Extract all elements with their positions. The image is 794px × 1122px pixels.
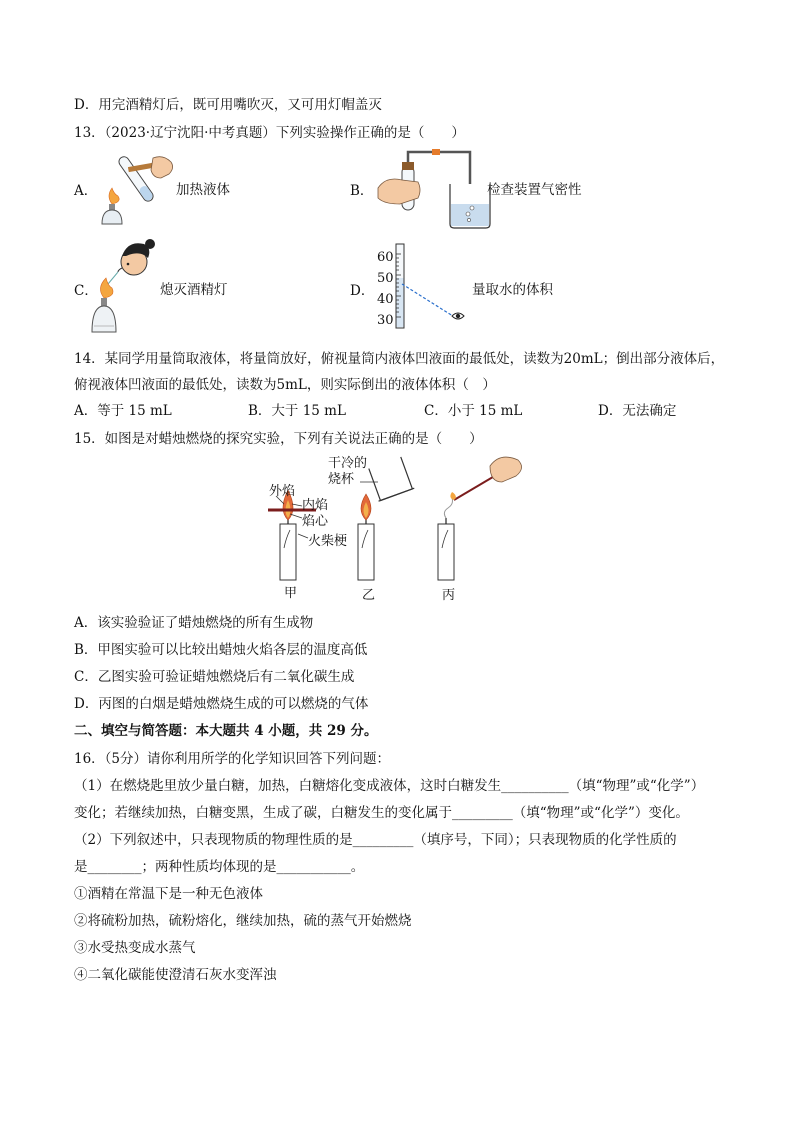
label-inner-flame: 内焰 <box>302 498 329 513</box>
q15-option-b: B．甲图实验可以比较出蜡烛火焰各层的温度高低 <box>74 642 368 658</box>
label-bing: 丙 <box>442 588 456 603</box>
q16-item-4: ④二氧化碳能使澄清石灰水变浑浊 <box>74 967 277 983</box>
q12-option-d: D．用完酒精灯后，既可用嘴吹灭，又可用灯帽盖灭 <box>74 97 382 113</box>
cylinder-tick-30: 30 <box>377 313 394 328</box>
q16-item-3: ③水受热变成水蒸气 <box>74 940 196 956</box>
q13-option-d-label: 量取水的体积 <box>472 282 553 298</box>
extinguish-lamp-illustration <box>90 236 170 336</box>
q15-option-a: A．该实验验证了蜡烛燃烧的所有生成物 <box>74 615 314 631</box>
label-outer-flame: 外焰 <box>269 484 296 499</box>
label-yi: 乙 <box>362 588 376 603</box>
label-flame-core: 焰心 <box>302 514 329 529</box>
heating-liquid-illustration <box>98 150 178 232</box>
q16-item-1: ①酒精在常温下是一种无色液体 <box>74 886 263 902</box>
q16-p1-line2: 变化；若继续加热，白糖变黑，生成了碳，白糖发生的变化属于_________（填“物理”或“化学”）变化。 <box>74 805 689 821</box>
airtightness-check-illustration <box>372 148 492 230</box>
q16-p1-line1: （1）在燃烧匙里放少量白糖，加热，白糖熔化变成液体，这时白糖发生__________（填“物理”或“化学”） <box>74 778 705 794</box>
q14-option-c: C．小于 15 mL <box>424 403 523 419</box>
q13-option-a-letter: A． <box>74 183 98 199</box>
q14-stem-line2: 俯视液体凹液面的最低处，读数为5mL，则实际倒出的液体体积（ ） <box>74 377 496 393</box>
cylinder-tick-40: 40 <box>377 292 394 307</box>
q14-option-b: B．大于 15 mL <box>248 403 346 419</box>
q13-option-b-label-text: 检查装置气密性 <box>487 182 582 198</box>
q14-option-a: A．等于 15 mL <box>74 403 172 419</box>
label-match-stick: 火柴梗 <box>308 534 348 549</box>
q13-option-b-letter: B． <box>350 183 374 199</box>
graduated-cylinder-illustration <box>394 244 474 330</box>
q16-p2-line2: 是________；两种性质均体现的是___________。 <box>74 859 365 875</box>
q14-stem-line1: 14．某同学用量筒取液体，将量筒放好，俯视量筒内液体凹液面的最低处，读数为20mL；倒出部分液体后， <box>74 351 725 367</box>
q13-option-d-letter: D． <box>350 283 375 299</box>
cylinder-tick-50: 50 <box>377 271 394 286</box>
section2-title: 二、填空与简答题：本大题共 4 小题，共 29 分。 <box>74 723 378 739</box>
q16-p2-line1: （2）下列叙述中，只表现物质的物理性质的是_________（填序号，下同）；只表现物质的化学性质的 <box>74 832 677 848</box>
q15-option-d: D．丙图的白烟是蜡烛燃烧生成的可以燃烧的气体 <box>74 696 369 712</box>
q15-option-c: C．乙图实验可验证蜡烛燃烧后有二氧化碳生成 <box>74 669 355 685</box>
label-jia: 甲 <box>284 586 298 601</box>
q13-option-c-label: 熄灭酒精灯 <box>160 282 228 298</box>
q16-item-2: ②将硫粉加热，硫粉熔化，继续加热，硫的蒸气开始燃烧 <box>74 913 412 929</box>
q16-stem: 16．（5分）请你利用所学的化学知识回答下列问题： <box>74 751 391 767</box>
cylinder-tick-60: 60 <box>377 250 394 265</box>
label-cold-beaker-1: 干冷的 <box>328 456 368 471</box>
q13-option-a-label: 加热液体 <box>176 182 230 198</box>
q15-stem: 15．如图是对蜡烛燃烧的探究实验，下列有关说法正确的是（ ） <box>74 431 483 447</box>
label-cold-beaker-2: 烧杯 <box>328 472 355 487</box>
q13-stem: 13．（2023·辽宁沈阳·中考真题）下列实验操作正确的是（ ） <box>74 125 465 141</box>
q14-option-d: D．无法确定 <box>598 403 677 419</box>
q13-option-c-letter: C． <box>74 283 98 299</box>
